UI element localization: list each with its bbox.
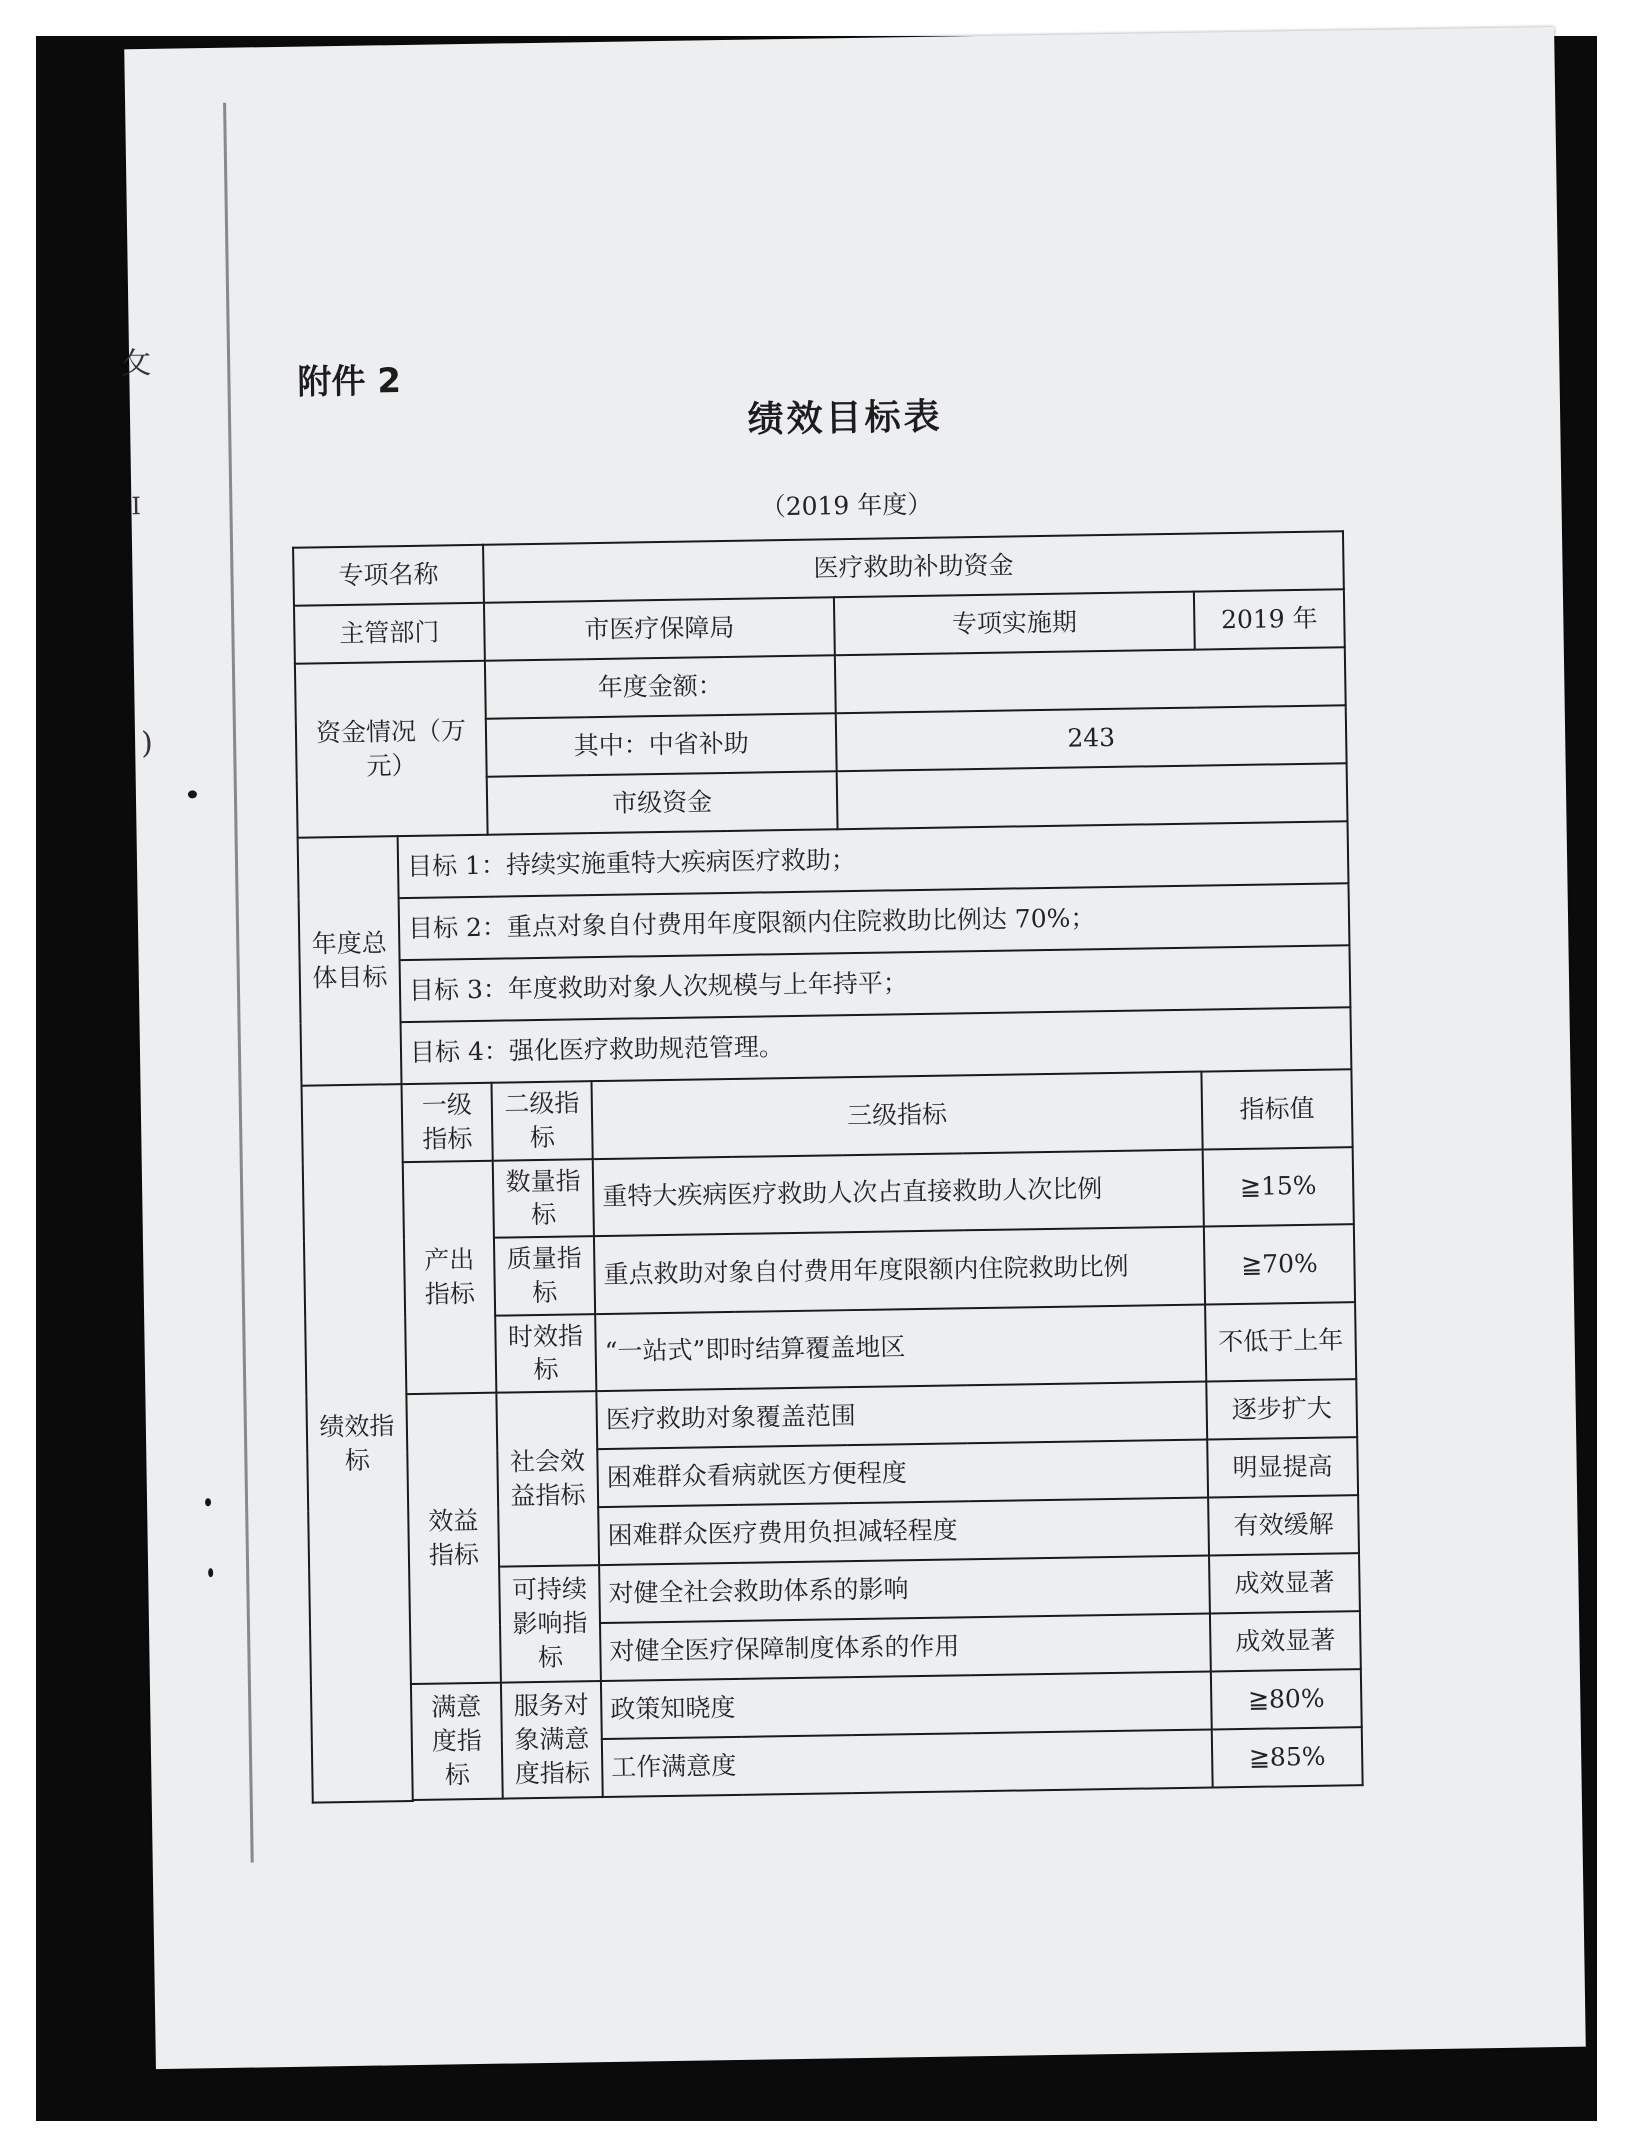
indicator-value: 有效缓解: [1208, 1495, 1359, 1555]
column-header-level1: 一级指标: [402, 1083, 493, 1162]
goals-label: 年度总体目标: [298, 836, 402, 1086]
period-label: 专项实施期: [834, 592, 1195, 656]
margin-mark: 攵: [120, 345, 152, 382]
binding-line: [223, 103, 254, 1863]
indicator-value: 成效显著: [1209, 1553, 1360, 1613]
indicator-value: ≧15%: [1203, 1147, 1354, 1227]
indicator-value: 不低于上年: [1205, 1302, 1356, 1382]
social-benefit-label: 社会效益指标: [496, 1391, 599, 1567]
goal-item: 目标 3：年度救助对象人次规模与上年持平；: [400, 945, 1351, 1022]
indicator-value: 成效显著: [1210, 1611, 1361, 1671]
city-funds-label: 市级资金: [487, 771, 838, 834]
city-funds-value: [837, 763, 1348, 829]
goal-item: 目标 2：重点对象自付费用年度限额内住院救助比例达 70%；: [399, 883, 1350, 960]
sustainable-impact-label: 可持续影响指标: [499, 1565, 601, 1683]
indicator-value: 逐步扩大: [1206, 1379, 1357, 1439]
performance-target-table: [292, 530, 1364, 1803]
indicator-item: 重特大疾病医疗救助人次占直接救助人次比例: [593, 1149, 1204, 1236]
annex-label: 附件 2: [297, 361, 402, 403]
column-header-value: 指标值: [1201, 1069, 1352, 1149]
ink-speck: [188, 790, 197, 798]
dept-value: 市医疗保障局: [484, 597, 835, 660]
page-title: 绩效目标表: [747, 396, 943, 441]
output-indicator-label: 产出指标: [403, 1160, 497, 1394]
indicator-item: 对健全社会救助体系的影响: [599, 1556, 1210, 1624]
province-subsidy-label: 其中：中省补助: [486, 713, 837, 776]
satisfaction-indicator-label: 满意度指标: [411, 1683, 503, 1800]
funds-label: 资金情况（万元）: [295, 661, 488, 838]
indicator-value: ≧70%: [1204, 1224, 1355, 1304]
column-header-level3: 三级指标: [592, 1072, 1203, 1159]
goal-item: 目标 1：持续实施重特大疾病医疗救助；: [398, 821, 1349, 898]
margin-mark: Ⅰ: [131, 492, 142, 521]
service-satisfaction-label: 服务对象满意度指标: [501, 1681, 603, 1799]
column-header-level2: 二级指标: [492, 1081, 593, 1160]
province-subsidy-value: 243: [836, 705, 1347, 771]
indicator-item: 重点救助对象自付费用年度限额内住院救助比例: [594, 1227, 1205, 1314]
project-name-value: 医疗救助补助资金: [483, 531, 1344, 603]
year-subtitle: （2019 年度）: [760, 489, 933, 522]
indicator-item: 困难群众看病就医方便程度: [597, 1440, 1208, 1508]
indicators-label: 绩效指标: [302, 1084, 413, 1802]
benefit-indicator-label: 效益指标: [406, 1393, 501, 1684]
timeliness-indicator-label: 时效指标: [495, 1314, 596, 1393]
quantity-indicator-label: 数量指标: [493, 1159, 594, 1238]
period-value: 2019 年: [1194, 589, 1345, 649]
indicator-item: 医疗救助对象覆盖范围: [596, 1382, 1207, 1450]
indicator-item: 对健全医疗保障制度体系的作用: [600, 1613, 1211, 1681]
indicator-value: ≧80%: [1211, 1669, 1362, 1729]
indicator-item: 工作满意度: [602, 1729, 1213, 1797]
ink-speck: [208, 1568, 213, 1577]
dept-label: 主管部门: [294, 603, 485, 664]
indicator-item: 政策知晓度: [601, 1671, 1212, 1739]
indicator-item: “一站式”即时结算覆盖地区: [595, 1304, 1206, 1391]
indicator-item: 困难群众医疗费用负担减轻程度: [598, 1498, 1209, 1566]
annual-amount-label: 年度金额：: [485, 655, 836, 718]
goal-item: 目标 4：强化医疗救助规范管理。: [401, 1007, 1352, 1084]
annual-amount-value: [835, 647, 1346, 713]
indicator-value: 明显提高: [1207, 1437, 1358, 1497]
indicator-value: ≧85%: [1212, 1727, 1363, 1787]
quality-indicator-label: 质量指标: [494, 1236, 595, 1315]
margin-mark: ): [140, 725, 154, 762]
project-name-label: 专项名称: [293, 545, 484, 606]
ink-speck: [205, 1498, 211, 1506]
document-page: [120, 27, 1586, 2069]
